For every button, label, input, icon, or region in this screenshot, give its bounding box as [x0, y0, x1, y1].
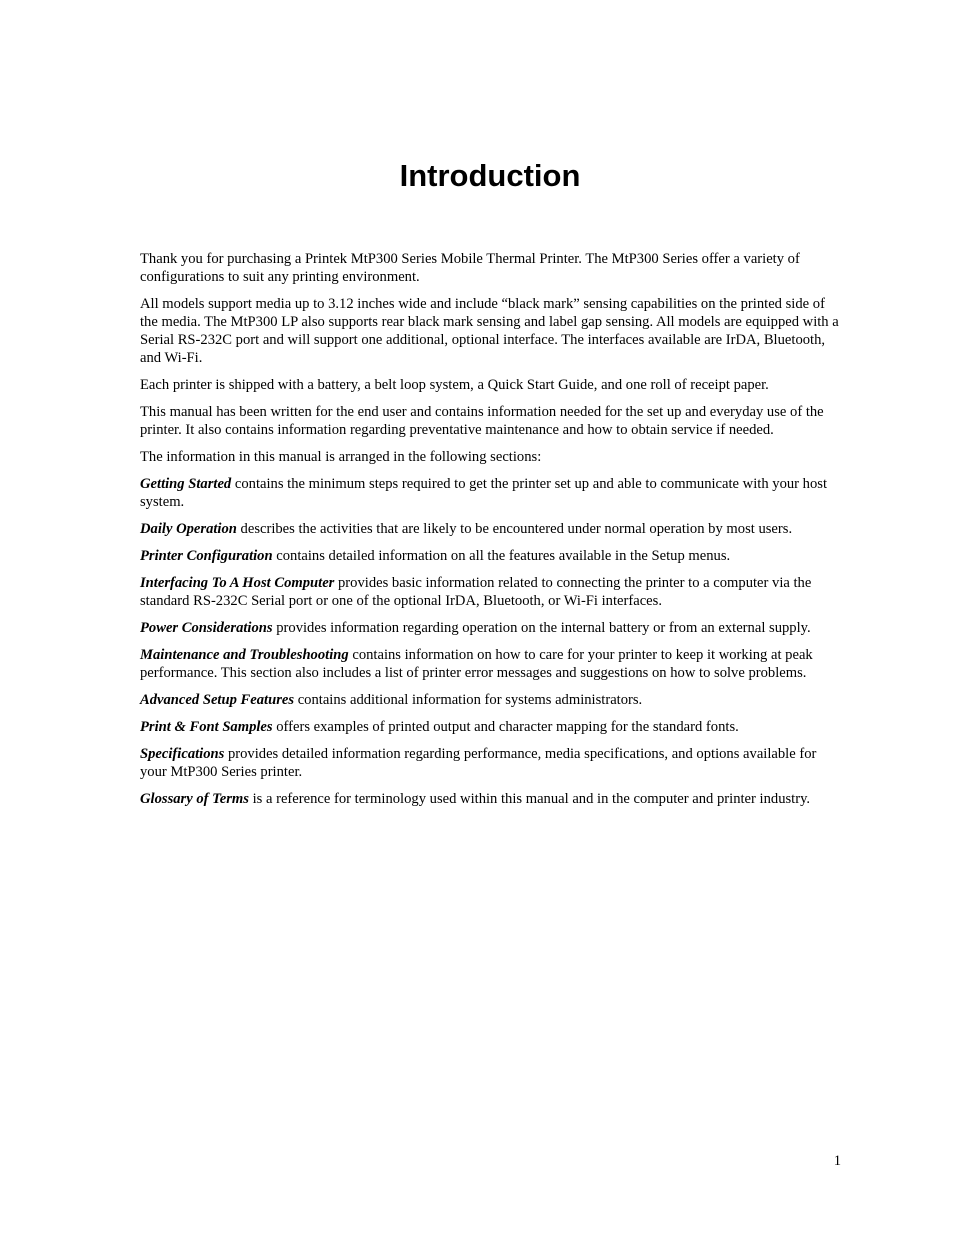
- section-name: Specifications: [140, 746, 225, 762]
- section-description: [140, 790, 846, 808]
- section-text: offers examples of printed output and character mapping for the standard fonts.: [272, 719, 739, 735]
- section-text: describes the activities that are likely to be encountered under normal operation by most users.: [236, 521, 793, 537]
- document-body: [140, 250, 846, 817]
- section-text: contains the minimum steps required to get the printer set up and able to communicate with your host system.: [140, 476, 827, 510]
- section-description: [140, 646, 846, 682]
- intro-paragraph: Each printer is shipped with a battery, a belt loop system, a Quick Start Guide, and one roll of receipt paper.: [140, 377, 769, 393]
- section-description: [140, 745, 846, 781]
- section-name: Power Considerations: [140, 620, 273, 636]
- section-name: Maintenance and Troubleshooting: [140, 647, 349, 663]
- section-name: Getting Started: [140, 476, 232, 492]
- intro-paragraph: This manual has been written for the end user and contains information needed for the set up and everyday use of the printer. It also contains information regarding preventative maintenance and how to obtain service if needed.: [140, 404, 824, 438]
- section-text: is a reference for terminology used within this manual and in the computer and printer industry.: [248, 791, 811, 807]
- section-description: [140, 691, 846, 709]
- section-name: Glossary of Terms: [140, 791, 249, 807]
- intro-paragraph: The information in this manual is arranged in the following sections:: [140, 449, 542, 465]
- section-text: provides basic information related to connecting the printer to a computer via the standard RS-232C Serial port or one of the optional IrDA, Bluetooth, or Wi-Fi interfaces.: [140, 575, 812, 609]
- section-text: contains information on how to care for your printer to keep it working at peak performance. This section also includes a list of printer error messages and suggestions on how to solve problems.: [140, 647, 813, 681]
- section-name: Print & Font Samples: [140, 719, 273, 735]
- section-text: contains additional information for systems administrators.: [294, 692, 643, 708]
- intro-paragraph: All models support media up to 3.12 inches wide and include “black mark” sensing capabilities on the printed side of the media. The MtP300 LP also supports rear black mark sensing and label gap sensing. All models are equipped with a Serial RS-232C port and will support one additional, optional interface. The interfaces available are IrDA, Bluetooth, and Wi-Fi.: [140, 296, 839, 366]
- intro-paragraph: Thank you for purchasing a Printek MtP300 Series Mobile Thermal Printer. The MtP300 Series offer a variety of configurations to suit any printing environment.: [140, 251, 800, 285]
- section-name: Advanced Setup Features: [140, 692, 295, 708]
- page-number: 1: [833, 1153, 841, 1169]
- section-description: [140, 475, 846, 511]
- section-description: [140, 619, 846, 637]
- page-title: Introduction: [399, 158, 581, 193]
- section-description: [140, 520, 846, 538]
- section-text: provides detailed information regarding performance, media specifications, and options available for your MtP300 Series printer.: [140, 746, 817, 780]
- section-name: Interfacing To A Host Computer: [140, 575, 335, 591]
- section-text: provides information regarding operation on the internal battery or from an external supply.: [272, 620, 811, 636]
- section-description: [140, 547, 846, 565]
- section-name: Daily Operation: [140, 521, 237, 537]
- section-description: [140, 718, 846, 736]
- section-name: Printer Configuration: [140, 548, 273, 564]
- section-text: contains detailed information on all the features available in the Setup menus.: [272, 548, 731, 564]
- section-description: [140, 574, 846, 610]
